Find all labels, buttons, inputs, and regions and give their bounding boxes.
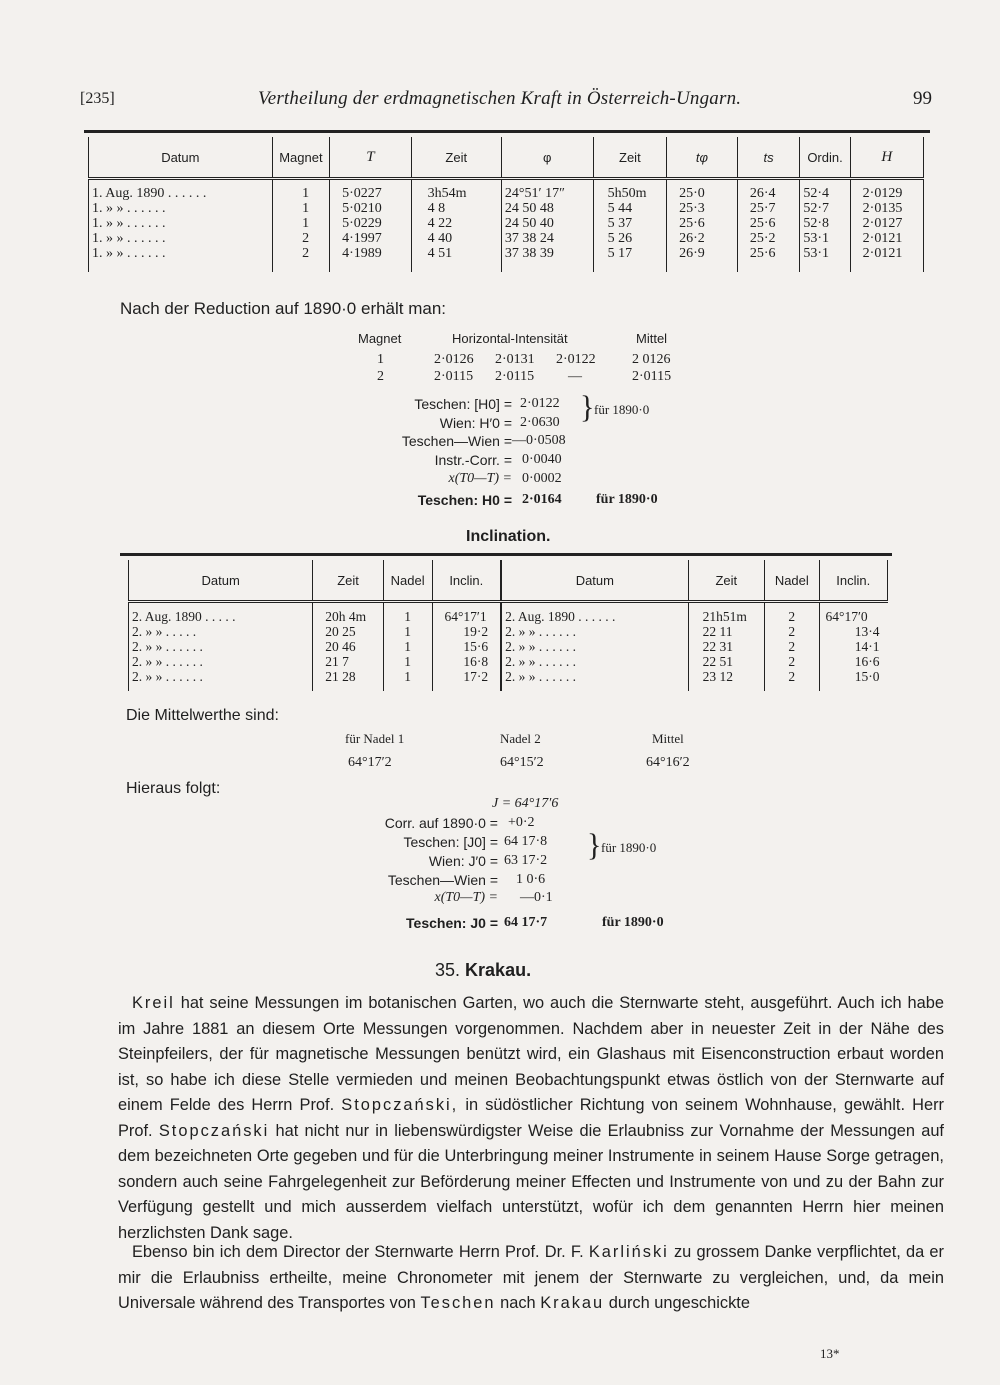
cell: 25·2 — [737, 231, 800, 246]
cell: 5 17 — [593, 246, 666, 272]
reduction-wien-value: 2·0630 — [520, 415, 560, 430]
cell: 15·0 — [819, 669, 887, 691]
cell: 21 7 — [313, 654, 384, 669]
cell: 52·8 — [800, 216, 850, 231]
table-row — [129, 624, 888, 639]
cell: 5 26 — [593, 231, 666, 246]
cell: 25·0 — [667, 179, 738, 202]
reduction-cell: 1 — [377, 352, 384, 367]
para1-text-2: in südöstlicher Richtung von seinem Wohnhause, gewählt. Herr Prof. — [118, 1096, 944, 1140]
table-row — [89, 216, 924, 231]
col-nadel: Nadel — [383, 560, 432, 602]
cell: 20 46 — [313, 639, 384, 654]
table-row — [89, 179, 924, 202]
reduction-cell: 2 — [377, 369, 384, 384]
cell: 2·0121 — [850, 246, 923, 272]
col-zeit: Zeit — [411, 137, 501, 179]
hieraus-xt-value: —0·1 — [520, 890, 553, 905]
cell: 25·6 — [737, 216, 800, 231]
col-datum-2: Datum — [501, 560, 688, 602]
reduction-cell: 2·0115 — [495, 369, 535, 384]
table-row — [89, 201, 924, 216]
cell: 3h54m — [411, 179, 501, 202]
reduction-cell: 2·0126 — [434, 352, 474, 367]
cell: 37 38 24 — [501, 231, 593, 246]
cell: 1 — [272, 216, 329, 231]
paragraph-2 — [118, 1240, 944, 1317]
mittel-head-3: Mittel — [652, 731, 684, 746]
col-ts: ts — [737, 137, 800, 179]
cell: 22 11 — [688, 624, 764, 639]
mittel-label: Die Mittelwerthe sind: — [126, 707, 279, 724]
cell: 1 — [383, 624, 432, 639]
inclination-table — [128, 560, 888, 691]
cell: 5h50m — [593, 179, 666, 202]
brace-icon: } — [580, 390, 595, 425]
reduction-instr-label: Instr.-Corr. = — [434, 452, 512, 468]
col-zeit2: Zeit — [593, 137, 666, 179]
table-row — [89, 231, 924, 246]
mittel-value-1: 64°17′2 — [348, 755, 392, 770]
page-number: 99 — [913, 88, 932, 109]
cell: 1 — [383, 669, 432, 691]
cell: 26·9 — [667, 246, 738, 272]
reduction-cell: — — [568, 369, 582, 384]
cell: 4 51 — [411, 246, 501, 272]
cell: 19·2 — [432, 624, 501, 639]
cell: 2·0129 — [850, 179, 923, 202]
person-karlinski: Karliński — [588, 1243, 669, 1261]
para2-text-4: durch ungeschickte — [608, 1294, 750, 1312]
reduction-intro: Nach der Reduction auf 1890·0 erhält man: — [120, 299, 447, 318]
hieraus-tw-label: Teschen—Wien = — [387, 872, 498, 888]
reduction-tw-label: Teschen—Wien = — [401, 433, 512, 449]
para2-text-1: Ebenso bin ich dem Director der Sternwarte Herrn Prof. Dr. F. — [132, 1243, 584, 1261]
col-zeit-2: Zeit — [688, 560, 764, 602]
cell: 25·6 — [737, 246, 800, 272]
reduction-xt-label: x(T0—T) = — [448, 471, 512, 486]
reduction-wien-label: Wien: H′0 = — [439, 415, 512, 431]
para2-text-3: nach — [500, 1294, 536, 1312]
place-krakau: Krakau — [540, 1294, 605, 1312]
col-t: T — [330, 137, 411, 179]
cell: 2. Aug. 1890 . . . . . — [129, 602, 313, 625]
section-number: 35. — [435, 960, 461, 980]
cell: 5 44 — [593, 201, 666, 216]
cell: 2·0127 — [850, 216, 923, 231]
cell: 24 50 48 — [501, 201, 593, 216]
col-inclin: Inclin. — [432, 560, 501, 602]
cell: 64°17′1 — [432, 602, 501, 625]
section-name: Krakau. — [465, 960, 532, 980]
cell: 1. » » . . . . . . — [89, 216, 273, 231]
col-tphi: tφ — [667, 137, 738, 179]
col-datum: Datum — [129, 560, 313, 602]
mittel-head-2: Nadel 2 — [500, 731, 541, 746]
cell: 16·8 — [432, 654, 501, 669]
cell: 21h51m — [688, 602, 764, 625]
place-teschen: Teschen — [420, 1294, 496, 1312]
hieraus-label: Hieraus folgt: — [126, 780, 221, 797]
cell: 22 51 — [688, 654, 764, 669]
cell: 21 28 — [313, 669, 384, 691]
page-bracket-number: [235] — [80, 90, 115, 107]
col-phi: φ — [501, 137, 593, 179]
cell: 16·6 — [819, 654, 887, 669]
table-row — [129, 669, 888, 691]
cell: 2. » » . . . . . . — [505, 624, 576, 639]
table-header-row — [89, 137, 924, 179]
hieraus-result-value: 64 17·7 — [504, 915, 548, 930]
cell: 52·7 — [800, 201, 850, 216]
cell: 2 — [765, 624, 820, 639]
cell: 4 40 — [411, 231, 501, 246]
cell: 5·0227 — [330, 179, 411, 202]
cell: 2. » » . . . . . . — [505, 654, 576, 669]
reduction-teschen-label: Teschen: [H0] = — [414, 396, 512, 412]
table-header-row — [129, 560, 888, 602]
cell: 5·0210 — [330, 201, 411, 216]
cell: 25·6 — [667, 216, 738, 231]
running-title: Vertheilung der erdmagnetischen Kraft in Österreich-Ungarn. — [258, 88, 742, 109]
cell: 1 — [272, 201, 329, 216]
measurement-table — [88, 137, 924, 272]
table-row — [129, 602, 888, 625]
cell: 22 31 — [688, 639, 764, 654]
hieraus-result-fuer: für 1890·0 — [602, 915, 664, 930]
cell: 26·2 — [667, 231, 738, 246]
cell: 2. » » . . . . . . — [129, 669, 313, 691]
col-ordin: Ordin. — [800, 137, 850, 179]
cell: 2. » » . . . . . — [129, 624, 313, 639]
reduction-result-label: Teschen: H0 = — [417, 492, 512, 508]
hieraus-teschen-value: 64 17·8 — [504, 834, 548, 849]
col-datum: Datum — [89, 137, 273, 179]
cell: 2 — [765, 669, 820, 691]
para1-text-1: hat seine Messungen im botanischen Garten, wo auch die Sternwarte steht, ausgeführt. Auch ich habe im Jahre 1881 an diesem Orte Messungen vorgenommen. Nachdem aber in neuester Zeit in der Nähe des Steinpfeilers, der für magnetische Messungen benützt wird, ein Glashaus mit Eisenconstruction erbaut worden ist, so habe ich diese Stelle vermieden und meinen Beobachtungspunkt etwas östlich von der Sternwarte auf einem Felde des Herrn Prof. — [118, 994, 944, 1114]
cell: 2·0121 — [850, 231, 923, 246]
cell: 4 22 — [411, 216, 501, 231]
cell: 2. » » . . . . . . — [505, 669, 576, 684]
col-nadel-2: Nadel — [765, 560, 820, 602]
reduction-head-hi: Horizontal-Intensität — [452, 331, 568, 346]
mittel-head-1: für Nadel 1 — [345, 731, 405, 746]
reduction-instr-value: 0·0040 — [522, 452, 562, 467]
cell: 23 12 — [688, 669, 764, 691]
cell: 2·0135 — [850, 201, 923, 216]
reduction-result-fuer: für 1890·0 — [596, 492, 658, 507]
person-stopczanski: Stopczański, — [341, 1096, 459, 1114]
cell: 24°51′ 17″ — [501, 179, 593, 202]
cell: 17·2 — [432, 669, 501, 691]
mittel-value-3: 64°16′2 — [646, 755, 690, 770]
reduction-cell: 2·0131 — [495, 352, 535, 367]
cell: 1. » » . . . . . . — [89, 201, 273, 216]
cell: 26·4 — [737, 179, 800, 202]
hieraus-xt-label: x(T0—T) = — [434, 890, 498, 905]
hieraus-teschen-label: Teschen: [J0] = — [403, 834, 498, 850]
cell: 25·3 — [667, 201, 738, 216]
reduction-head-mittel: Mittel — [636, 331, 668, 346]
table-row — [129, 639, 888, 654]
cell: 2 — [272, 231, 329, 246]
cell: 1. » » . . . . . . — [89, 246, 273, 272]
cell: 2 — [765, 639, 820, 654]
brace-icon: } — [587, 828, 602, 863]
col-inclin-2: Inclin. — [819, 560, 887, 602]
reduction-xt-value: 0·0002 — [522, 471, 562, 486]
cell: 4 8 — [411, 201, 501, 216]
reduction-cell: 2·0115 — [632, 369, 672, 384]
table-row — [89, 246, 924, 272]
paragraph-1 — [118, 991, 944, 1246]
cell: 53·1 — [800, 231, 850, 246]
cell: 15·6 — [432, 639, 501, 654]
cell: 5 37 — [593, 216, 666, 231]
col-magnet: Magnet — [272, 137, 329, 179]
para2-text-2: zu grossem Danke verpflichtet, da er mir die Erlaubniss ertheilte, meine Chronometer mit jenem der Sternwarte zu vergleichen, und, da mein Universale während des Transportes von — [118, 1243, 944, 1312]
hieraus-corr-label: Corr. auf 1890·0 = — [384, 815, 498, 831]
cell: 2. » » . . . . . . — [129, 639, 313, 654]
cell: 37 38 39 — [501, 246, 593, 272]
person-stopczanski-2: Stopczański — [158, 1121, 270, 1140]
cell: 1 — [383, 654, 432, 669]
col-zeit: Zeit — [313, 560, 384, 602]
cell: 4·1997 — [330, 231, 411, 246]
reduction-cell: 2·0122 — [556, 352, 596, 367]
reduction-teschen-value: 2·0122 — [520, 396, 560, 411]
cell: 1 — [383, 639, 432, 654]
cell: 2 — [272, 246, 329, 272]
cell: 2. » » . . . . . . — [129, 654, 313, 669]
cell: 14·1 — [819, 639, 887, 654]
reduction-result-value: 2·0164 — [522, 492, 562, 507]
cell: 13·4 — [819, 624, 887, 639]
cell: 64°17′0 — [819, 602, 887, 625]
reduction-head-magnet: Magnet — [358, 331, 402, 346]
hieraus-corr-value: +0·2 — [508, 815, 535, 830]
cell: 1 — [272, 179, 329, 202]
mittel-value-2: 64°15′2 — [500, 755, 544, 770]
cell: 2. Aug. 1890 . . . . . . — [505, 609, 616, 624]
cell: 1. » » . . . . . . — [89, 231, 273, 246]
cell: 24 50 40 — [501, 216, 593, 231]
reduction-cell: 2·0115 — [434, 369, 474, 384]
hieraus-result-label: Teschen: J0 = — [406, 915, 498, 931]
cell: 25·7 — [737, 201, 800, 216]
hieraus-j: J = 64°17′6 — [492, 796, 559, 811]
col-h: H — [850, 137, 923, 179]
table-row — [129, 654, 888, 669]
cell: 4·1989 — [330, 246, 411, 272]
hieraus-tw-value: 1 0·6 — [516, 872, 546, 887]
signature-mark: 13* — [820, 1346, 840, 1361]
section-heading — [435, 960, 531, 981]
inclination-rule — [120, 553, 892, 556]
cell: 2 — [765, 602, 820, 625]
reduction-fuer: für 1890·0 — [594, 402, 650, 417]
cell: 20 25 — [313, 624, 384, 639]
hieraus-wien-label: Wien: J′0 = — [428, 853, 498, 869]
person-kreil: Kreil — [132, 994, 175, 1012]
hieraus-wien-value: 63 17·2 — [504, 853, 548, 868]
cell: 20h 4m — [313, 602, 384, 625]
cell: 52·4 — [800, 179, 850, 202]
inclination-title: Inclination. — [466, 528, 551, 545]
header-rule — [84, 130, 930, 133]
cell: 53·1 — [800, 246, 850, 272]
hieraus-fuer: für 1890·0 — [601, 840, 657, 855]
reduction-cell: 2 0126 — [632, 352, 671, 367]
cell: 2 — [765, 654, 820, 669]
cell: 1 — [383, 602, 432, 625]
reduction-tw-value: —0·0508 — [512, 433, 566, 448]
cell: 2. » » . . . . . . — [505, 639, 576, 654]
cell: 1. Aug. 1890 . . . . . . — [89, 179, 273, 202]
cell: 5·0229 — [330, 216, 411, 231]
para1-text-3: hat nicht nur in liebenswürdigster Weise die Erlaubniss zur Vornahme der Messungen auf dem bezeichneten Orte gegeben und für die Unterbringung meiner Instrumente in seinem Hause Sorge getragen, sondern auch seine Fahrgelegenheit zur Beförderung meiner Effecten und Instrumente von und zu der Bahn zur Verfügung gestellt und mich ausserdem vielfach unterstützt, wofür ich dem genannten Herrn hier meinen herzlichsten Dank sage. — [118, 1121, 944, 1242]
